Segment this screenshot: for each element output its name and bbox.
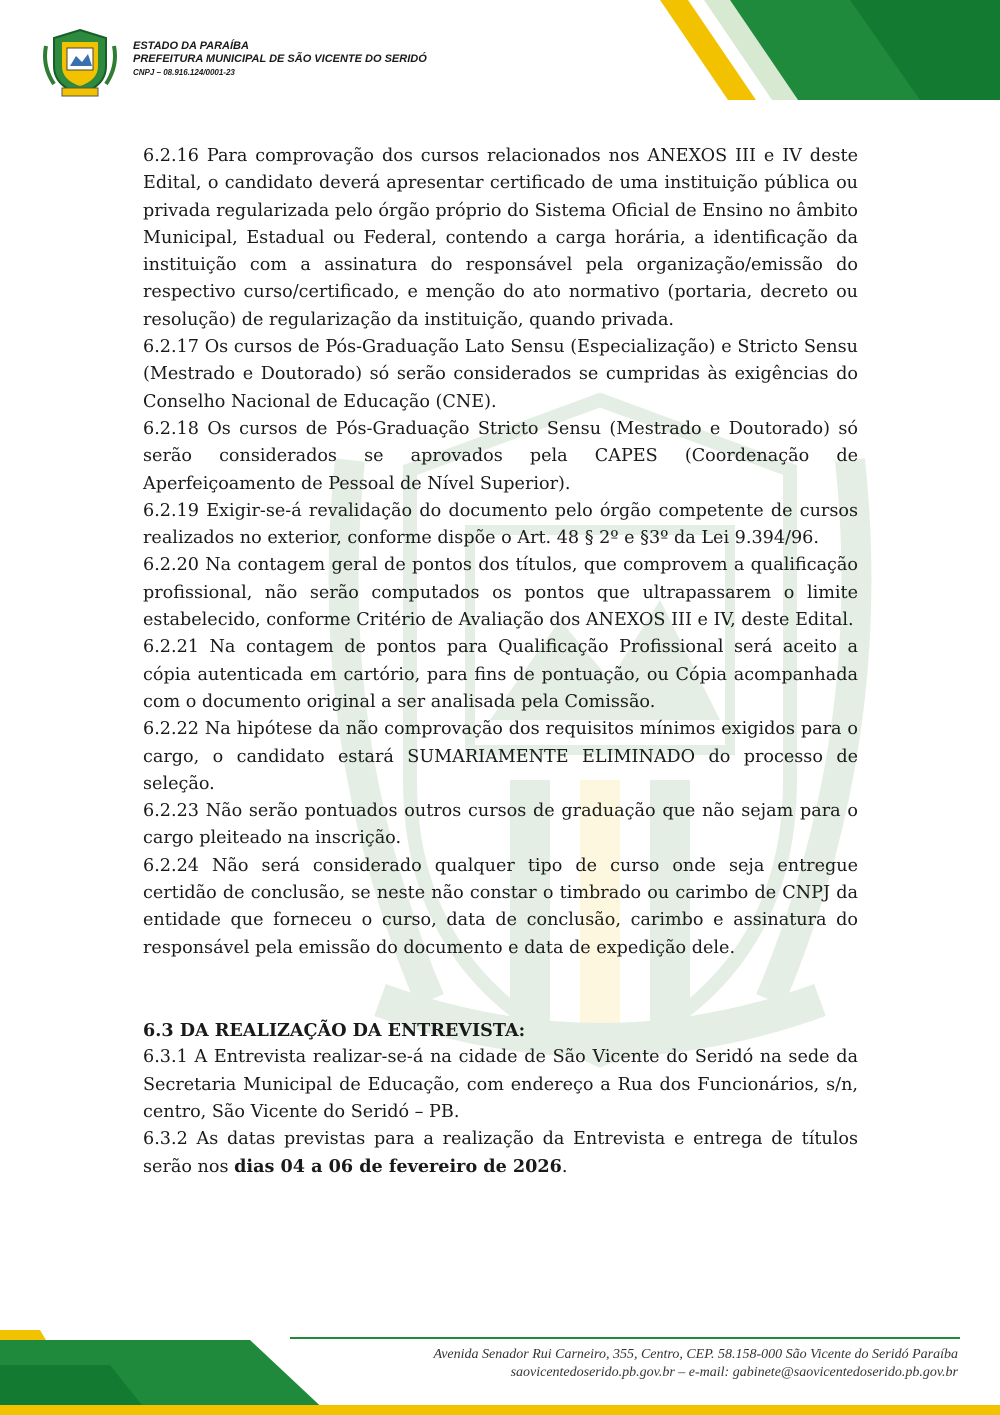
paragraph-6-2-18: 6.2.18 Os cursos de Pós-Graduação Stricto Sensu (Mestrado e Doutorado) só serão considerados se aprovados pela CAPES (Coordenação de Aperfeiçoamento de Pessoal de Nível Superior). [143,418,858,494]
paragraph-6-2-23: 6.2.23 Não serão pontuados outros cursos de graduação que não sejam para o cargo pleiteado na inscrição. [143,801,858,849]
page-header [0,0,1000,110]
header-cnpj: CNPJ – 08.916.124/0001-23 [133,68,235,77]
paragraph-6-2-16: 6.2.16 Para comprovação dos cursos relacionados nos ANEXOS III e IV deste Edital, o candidato deverá apresentar certificado de uma instituição pública ou privada regularizada pelo órgão próprio do Sistema Oficial de Ensino no âmbito Municipal, Estadual ou Federal, contendo a carga horária, a identificação da instituição com a assinatura do responsável pela organização/emissão do respectivo curso/certificado, e menção do ato normativo (portaria, decreto ou resolução) de regularização da instituição, quando privada. [143,146,858,330]
paragraph-6-3-2 [143,1126,858,1182]
header-state: ESTADO DA PARAÍBA [133,40,249,52]
header-prefecture: PREFEITURA MUNICIPAL DE SÃO VICENTE DO SERIDÓ [133,53,427,65]
paragraph-6-2-22: 6.2.22 Na hipótese da não comprovação dos requisitos mínimos exigidos para o cargo, o candidato estará SUMARIAMENTE ELIMINADO do processo de seleção. [143,719,858,794]
interview-dates: dias 04 a 06 de fevereiro de 2026 [234,1156,562,1178]
paragraph-6-3-2-start: 6.3.2 As datas previstas para a realização da Entrevista e entrega de títulos serão nos [143,1129,858,1178]
footer-address: Avenida Senador Rui Carneiro, 355, Centro, CEP. 58.158-000 São Vicente do Seridó Paraíba [433,1347,958,1362]
section-title: 6.3 DA REALIZAÇÃO DA ENTREVISTA: [143,1019,526,1041]
paragraph-6-2-24: 6.2.24 Não será considerado qualquer tipo de curso onde seja entregue certidão de conclusão, se neste não constar o timbrado ou carimbo de CNPJ da entidade que forneceu o curso, data de conclusão, carimbo e assinatura do responsável pela emissão do documento e data de expedição dele. [143,855,858,958]
municipal-crest-icon [40,26,120,98]
paragraph-6-2-20: 6.2.20 Na contagem geral de pontos dos títulos, que comprovem a qualificação profissional, não serão computados os pontos que ultrapassarem o limite estabelecido, conforme Critério de Avaliação dos ANEXOS III e IV, deste Edital. [143,555,858,631]
paragraph-6-3-2-end: . [561,1157,568,1178]
paragraph-6-2-19: 6.2.19 Exigir-se-á revalidação do documento pelo órgão competente de cursos realizados no exterior, conforme dispõe o Art. 48 § 2º e §3º da Lei 9.394/96. [143,500,858,549]
footer-contact: saovicentedoserido.pb.gov.br – e-mail: gabinete@saovicentedoserido.pb.gov.br [510,1365,958,1380]
paragraph-6-3-1: 6.3.1 A Entrevista realizar-se-á na cidade de São Vicente do Seridó na sede da Secretaria Municipal de Educação, com endereço a Rua dos Funcionários, s/n, centro, São Vicente do Seridó – PB. [143,1047,858,1122]
footer-address-block [433,1346,958,1382]
paragraph-6-2-17: 6.2.17 Os cursos de Pós-Graduação Lato Sensu (Especialização) e Stricto Sensu (Mestrado e Doutorado) só serão considerados se cumpridas às exigências do Conselho Nacional de Educação (CNE). [143,337,858,412]
header-decoration [660,0,1000,100]
document-body [143,143,858,1182]
paragraph-6-2-21: 6.2.21 Na contagem de pontos para Qualificação Profissional será aceito a cópia autenticada em cartório, para fins de pontuação, ou Cópia acompanhada com o documento original a ser analisada pela Comissão. [143,637,858,712]
